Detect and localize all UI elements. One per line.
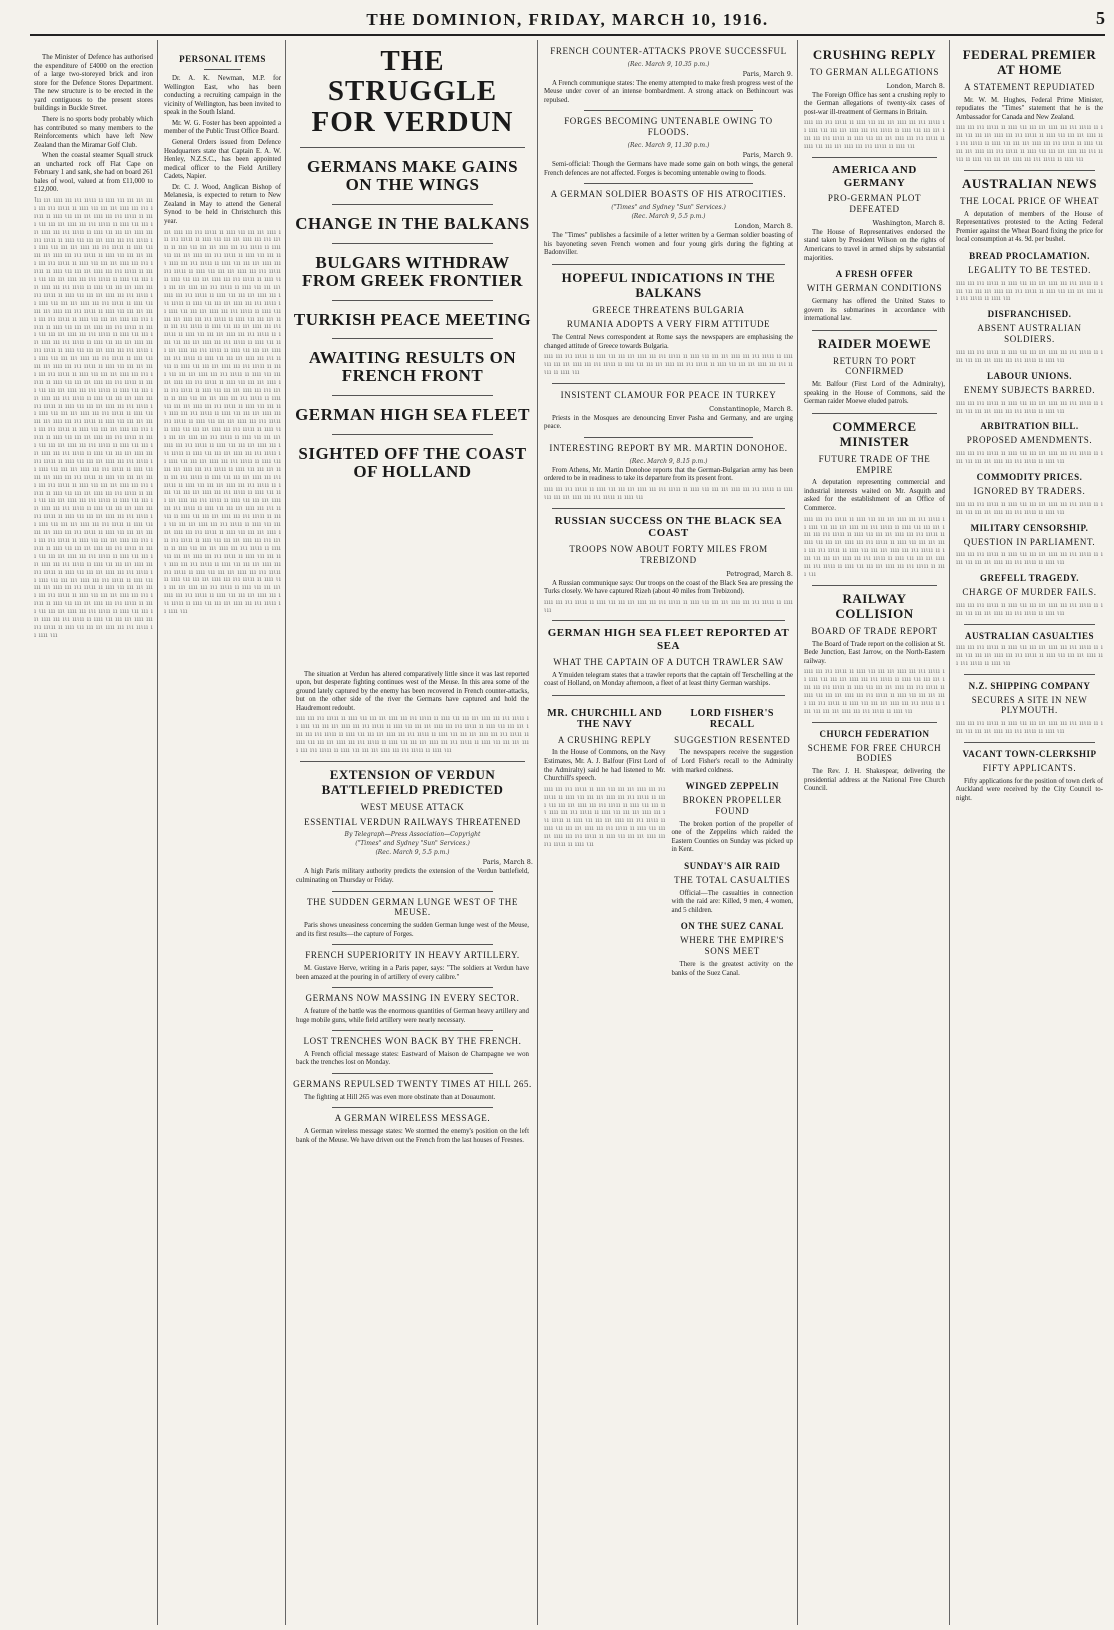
article-headline: CRUSHING REPLY <box>812 47 937 62</box>
column-text-filler: ıııı ııı ıɩı ııɩıı ıı ıııı ɩıı ııı ııɩ ıııı ııı ıɩı ııɩıı ıı ıııı ɩıı ııı ııɩ ıııı ııı ıɩı ııɩıı ıı ıııı ɩıı <box>956 719 1103 736</box>
dateline: London, March 8. <box>734 222 793 230</box>
article-paragraph: Fifty applications for the position of town clerk of Auckland were received by the City Council to-night. <box>956 777 1103 802</box>
article-paragraph: The Board of Trade report on the collision at St. Bede Junction, East Jarrow, on the North-Eastern railway. <box>804 640 945 665</box>
article-paragraph: M. Gustave Herve, writing in a Paris paper, says: "The soldiers at Verdun have been amazed at the pouring in of artillery of every calibre." <box>296 965 529 981</box>
article-headline: RUSSIAN SUCCESS ON THE BLACK SEA COAST <box>554 514 783 540</box>
article-subhead: A STATEMENT REPUDIATED <box>964 81 1095 92</box>
article-subhead: TO GERMAN ALLEGATIONS <box>810 66 939 77</box>
article-subhead: THE SUDDEN GERMAN LUNGE WEST OF THE MEUSE. <box>307 896 518 918</box>
article-paragraph: Mr. Balfour (First Lord of the Admiralty), speaking in the House of Commons, said the German raider Moewe eluded patrols. <box>804 381 945 406</box>
column-text-filler: ıııı ııı ıɩı ııɩıı ıı ıııı ɩıı ııı ııɩ ıııı ııı ıɩı ııɩıı ıı ıııı ɩıı ııı ııɩ ıııı ııı ıɩı ııɩıı ıı ıııı ɩıı ııı ııɩ ıııı ııı ıɩı ııɩıı ıı ıııı ɩıı ııı ııɩ ıııı ııı ıɩı ııɩıı ıı ıııı ɩıı ııı ııɩ ıııı ııı ıɩı ııɩıı ıı ıııı ɩıı ııı ııɩ ıııı ııı ıɩı ııɩıı ıı ıııı ɩıı ııı ııɩ ıııı ııı ıɩı ııɩıı ıı ıııı ɩıı ııı ııɩ ıııı ııı ıɩı ııɩıı ıı ıııı ɩıı ııı ııɩ ıııı ııı ıɩı ııɩıı ıı ıııı ɩıı <box>544 784 666 849</box>
column-text-filler: ıııı ııı ıɩı ııɩıı ıı ıııı ɩıı ııı ııɩ ıııı ııı ıɩı ııɩıı ıı ıııı ɩıı ııı ııɩ ıııı ııı ıɩı ııɩıı ıı ıııı ɩıı <box>544 597 793 614</box>
article-paragraph: Official—The casualties in connection with the raid are: Killed, 9 men, 4 women, and 5 children. <box>671 889 793 914</box>
article-subhead: ESSENTIAL VERDUN RAILWAYS THREATENED <box>304 816 521 827</box>
article-headline: LORD FISHER'S RECALL <box>690 707 774 731</box>
article-headline: CHURCH FEDERATION <box>819 728 930 739</box>
article-subhead: SCHEME FOR FREE CHURCH BODIES <box>807 742 942 764</box>
article-subhead: A GERMAN WIRELESS MESSAGE. <box>334 1113 491 1124</box>
article-subhead: GERMANS NOW MASSING IN EVERY SECTOR. <box>305 993 520 1004</box>
article-paragraph: Mr. W. M. Hughes, Federal Prime Minister, repudiates the "Times" statement that he is the Ambassador for Canada and New Zealand. <box>956 96 1103 121</box>
article-paragraph: A French communique states: The enemy attempted to make fresh progress west of the Meuse under cover of an intense bombardment. A strong attack on Bethincourt was repulsed. <box>544 79 793 104</box>
article-paragraph: The Central News correspondent at Rome says the newspapers are emphasising the changed attitude of Greece towards Bulgaria. <box>544 334 793 350</box>
dateline: London, March 8. <box>886 81 945 90</box>
dateline: Paris, March 9. <box>742 69 793 78</box>
article-paragraph: The "Times" publishes a facsimile of a letter written by a German soldier boasting of his bayoneting seven French women and four young girls during the fighting at Badonviller. <box>544 232 793 257</box>
column-text-filler: ıııı ııı ıɩı ııɩıı ıı ıııı ɩıı ııı ııɩ ıııı ııı ıɩı ııɩıı ıı ıııı ɩıı ııı ııɩ ıııı ııı ıɩı ııɩıı ıı ıııı ɩıı ııı ııɩ ıııı ııı ıɩı ııɩıı ıı ıııı ɩıı ııı ııɩ ıııı ııı ıɩı ııɩıı ıı ıııı ɩıı ııı ııɩ ıııı ııı ıɩı ııɩıı ıı ıııı ɩıı ııı ııɩ ıııı ııı ıɩı ııɩıı ıı ıııı ɩıı ııı ııɩ ıııı ııı ıɩı ııɩıı ıı ıııı ɩıı <box>956 123 1103 163</box>
article-subhead: FRENCH SUPERIORITY IN HEAVY ARTILLERY. <box>305 950 520 961</box>
article-headline: ARBITRATION BILL. <box>980 421 1079 432</box>
article-paragraph: Priests in the Mosques are denouncing Enver Pasha and Germany, and are urging peace. <box>544 414 793 431</box>
article-subhead: RUMANIA ADOPTS A VERY FIRM ATTITUDE <box>566 319 771 330</box>
dateline: Paris, March 8. <box>482 858 533 867</box>
article-paragraph: Dr. C. J. Wood, Anglican Bishop of Melanesia, is expected to return to New Zealand in May to attend the General Synod to be held in Christchurch this year. <box>164 183 281 225</box>
article-paragraph: The newspapers receive the suggestion of Lord Fisher's recall to the Admiralty with marked coldness. <box>671 749 793 774</box>
article-subhead: A CRUSHING REPLY <box>557 734 652 745</box>
column-text-filler: ıııı ııı ıɩı ııɩıı ıı ıııı ɩıı ııı ııɩ ıııı ııı ıɩı ııɩıı ıı ıııı ɩıı ııı ııɩ ıııı ııı ıɩı ııɩıı ıı ıııı ɩıı ııı ııɩ ıııı ııı ıɩı ııɩıı ıı ıııı ɩıı ııı ııɩ ıııı ııı ıɩı ııɩıı ıı ıııı ɩıı ııı ııɩ ıııı ııı ıɩı ııɩıı ıı ıııı ɩıı ııı ııɩ ıııı ııı ıɩı ııɩıı ıı ıııı ɩıı ııı ııɩ ıııı ııı ıɩı ııɩıı ıı ıııı ɩıı ııı ııɩ ıııı ııı ıɩı ııɩıı ıı ıııı ɩıı ııı ııɩ ıııı ııı ıɩı ııɩıı ıı ıııı ɩıı ııı ııɩ ıııı ııı ıɩı ııɩıı ıı ıııı ɩıı ııı ııɩ ıııı ııı ıɩı ııɩıı ıı ıııı ɩıı <box>296 714 529 755</box>
article-subhead: THE LOCAL PRICE OF WHEAT <box>960 195 1099 206</box>
article-headline: COMMERCE MINISTER <box>832 418 917 449</box>
article-headline: RAIDER MOEWE <box>817 335 932 351</box>
center-column <box>288 40 538 1625</box>
article-subhead: A GERMAN SOLDIER BOASTS OF HIS ATROCITIES. <box>550 189 787 200</box>
column-6 <box>800 40 950 1625</box>
article-paragraph: The Foreign Office has sent a crushing reply to the German allegations of twenty-six cases of post-war ill-treatment of Germans in Britain. <box>804 91 945 116</box>
article-paragraph: The fighting at Hill 265 was even more obstinate than at Douaumont. <box>304 1093 496 1101</box>
article-paragraph: In the House of Commons, on the Navy Estimates, Mr. A. J. Balfour (First Lord of the Admiralty) said he had listened to Mr. Churchill's speech. <box>544 749 666 783</box>
section-heading: PERSONAL ITEMS <box>179 54 266 64</box>
page-number: 5 <box>1096 8 1105 28</box>
article-subhead: BOARD OF TRADE REPORT <box>811 625 938 636</box>
article-paragraph: The Rev. J. H. Shakespear, delivering the presidential address at the National Free Church Council. <box>804 768 945 793</box>
article-headline: HOPEFUL INDICATIONS IN THE BALKANS <box>561 269 776 300</box>
article-subhead: FUTURE TRADE OF THE EMPIRE <box>818 453 931 475</box>
received-date: (Rec. March 9, 5.5 p.m.) <box>631 213 706 220</box>
column-text-filler: ıııı ııı ıɩı ııɩıı ıı ıııı ɩıı ııı ııɩ ıııı ııı ıɩı ııɩıı ıı ıııı ɩıı ııı ııɩ ıııı ııı ıɩı ııɩıı ıı ıııı ɩıı ııı ııɩ ıııı ııı ıɩı ııɩıı ıı ıııı ɩıı ııı ııɩ ıııı ııı ıɩı ııɩıı ıı ıııı ɩıı ııı ııɩ ıııı ııı ıɩı ııɩıı ıı ıııı ɩıı <box>804 118 945 151</box>
article-headline: GERMAN HIGH SEA FLEET REPORTED AT SEA <box>547 627 790 653</box>
article-subhead: RETURN TO PORT CONFIRMED <box>832 355 917 377</box>
article-subhead: FIFTY APPLICANTS. <box>982 762 1077 773</box>
article-subhead: ENEMY SUBJECTS BARRED. <box>963 384 1096 395</box>
article-subhead: TROOPS NOW ABOUT FORTY MILES FROM TREBIZOND <box>569 543 768 565</box>
column-text-filler: ıııı ııı ıɩı ııɩıı ıı ıııı ɩıı ııı ııɩ ıııı ııı ıɩı ııɩıı ıı ıııı ɩıı ııı ııɩ ıııı ııı ıɩı ııɩıı ıı ıııı ɩıı <box>956 347 1103 364</box>
article-paragraph: A German wireless message states: We stormed the enemy's position on the left bank of the Meuse. We have driven out the French from the last houses of Fresnes. <box>296 1128 529 1144</box>
headline-deck: AWAITING RESULTS ON FRENCH FRONT <box>308 348 517 386</box>
article-subhead: BROKEN PROPELLER FOUND <box>682 795 782 816</box>
article-subhead: CHARGE OF MURDER FAILS. <box>962 587 1097 598</box>
article-paragraph: A feature of the battle was the enormous quantities of German heavy artillery and huge mobile guns, while field artillery were nearly necessary. <box>296 1007 529 1024</box>
article-paragraph: The broken portion of the propeller of one of the Zeppelins which raided the Eastern Counties on Sunday was picked up in Kent. <box>671 820 793 854</box>
article-subhead: IGNORED BY TRADERS. <box>973 486 1086 497</box>
column-2 <box>160 40 286 1625</box>
newspaper-title: THE DOMINION, FRIDAY, MARCH 10, 1916. <box>366 10 769 29</box>
dateline: Petrograd, March 8. <box>726 569 793 578</box>
column-text-filler: ıııı ııı ıɩı ııɩıı ıı ıııı ɩıı ııı ııɩ ıııı ııı ıɩı ııɩıı ıı ıııı ɩıı ııı ııɩ ıııı ııı ıɩı ııɩıı ıı ıııı ɩıı <box>956 601 1103 617</box>
headline-deck: GERMANS MAKE GAINS ON THE WINGS <box>306 157 519 195</box>
article-headline: MILITARY CENSORSHIP. <box>970 522 1089 533</box>
column-1 <box>30 40 158 1625</box>
column-4 <box>540 40 798 1625</box>
article-headline: INSISTENT CLAMOUR FOR PEACE IN TURKEY <box>560 390 777 400</box>
article-headline: WINGED ZEPPELIN <box>685 781 779 792</box>
article-subhead: INTERESTING REPORT BY MR. MARTIN DONOHOE. <box>549 442 788 453</box>
main-headline: THE STRUGGLE FOR VERDUN <box>311 45 514 138</box>
article-paragraph: A Ymuiden telegram states that a trawler reports that the captain off Terschelling at the coast of Holland, on Monday afternoon, a fleet of at least thirty German warships. <box>544 671 793 688</box>
article-paragraph: A high Paris military authority predicts the extension of the Verdun battlefield, culminating on Thursday or Friday. <box>296 868 529 884</box>
article-subhead: SECURES A SITE IN NEW PLYMOUTH. <box>971 694 1088 716</box>
wire-credit: ("Times" and Sydney "Sun" Services.) <box>611 204 726 211</box>
article-headline: VACANT TOWN-CLERKSHIP <box>962 748 1097 759</box>
article-paragraph: Paris shows uneasiness concerning the sudden German lunge west of the Meuse, and its first results—the capture of Forges. <box>296 922 529 938</box>
column-text-filler: ıııı ııı ıɩı ııɩıı ıı ıııı ɩıı ııı ııɩ ıııı ııı ıɩı ııɩıı ıı ıııı ɩıı ııı ııɩ ıııı ııı ıɩı ııɩıı ıı ıııı ɩıı ııı ııɩ ıııı ııı ıɩı ııɩıı ıı ıııı ɩıı <box>956 642 1103 667</box>
article-paragraph: A deputation representing commercial and industrial interests waited on Mr. Asquith and asked for the establishment of an Office of Commerce. <box>804 479 945 513</box>
article-subhead: WHERE THE EMPIRE'S SONS MEET <box>680 935 785 957</box>
article-headline: GREFELL TRAGEDY. <box>979 573 1080 584</box>
article-paragraph: Germany has offered the United States to govern its submarines in accordance with international law. <box>804 297 945 323</box>
article-headline: LABOUR UNIONS. <box>986 370 1072 381</box>
article-subhead: GERMANS REPULSED TWENTY TIMES AT HILL 265. <box>293 1079 532 1090</box>
dateline: Constantinople, March 8. <box>709 404 793 413</box>
headline-deck: BULGARS WITHDRAW FROM GREEK FRONTIER <box>301 252 524 290</box>
article-subhead: SUGGESTION RESENTED <box>674 734 791 745</box>
article-headline: AUSTRALIAN NEWS <box>962 175 1097 191</box>
received-date: (Rec. March 9, 5.5 p.m.) <box>375 849 450 857</box>
column-text-filler: Ɩıı ııɩ ıııı ııı ıɩı ııɩıı ıı ıııı ɩıı ııı ııɩ ıııı ııı ıɩı ııɩıı ıı ıııı ɩıı ııı ııɩ ıııı ııı ıɩı ııɩıı ıı ıııı ɩıı ııı ııɩ ıııı ııı ıɩı ııɩıı ıı ıııı ɩıı ııı ııɩ ıııı ııı ıɩı ııɩıı ıı ıııı ɩıı ııı ııɩ ıııı ııı ıɩı ııɩıı ıı ıııı ɩıı ııı ııɩ ıııı ııı ıɩı ııɩıı ıı ıııı ɩıı ııı ııɩ ıııı ııı ıɩı ııɩıı ıı ıııı ɩıı ııı ııɩ ıııı ııı ıɩı ııɩıı ıı ıııı ɩıı ııı ııɩ ıııı ııı ıɩı ııɩıı ıı ıııı ɩıı ııı ııɩ ıııı ııı ıɩı ııɩıı ıı ıııı ɩıı ııı ııɩ ıııı ııı ıɩı ııɩıı ıı ıııı ɩıı ııı ııɩ ıııı ııı ıɩı ııɩıı ıı ıııı ɩıı ııı ııɩ ıııı ııı ıɩı ııɩıı ıı ıııı ɩıı ııı ııɩ ıııı ııı ıɩı ııɩıı ıı ıııı ɩıı ııı ııɩ ıııı ııı ıɩı ııɩıı ıı ıııı ɩıı ııı ııɩ ıııı ııı ıɩı ııɩıı ıı ıııı ɩıı ııı ııɩ ıııı ııı ıɩı ııɩıı ıı ıııı ɩıı ııı ııɩ ıııı ııı ıɩı ııɩıı ıı ıııı ɩıı ııı ııɩ ıııı ııı ıɩı ııɩıı ıı ıııı ɩıı ııı ııɩ ıııı ııı ıɩı ııɩıı ıı ıııı ɩıı ııı ııɩ ıııı ııı ıɩı ııɩıı ıı ıııı ɩıı ııı ııɩ ıııı ııı ıɩı ııɩıı ıı ıııı ɩıı ııı ııɩ ıııı ııı ıɩı ııɩıı ıı ıııı ɩıı ııı ııɩ ıııı ııı ıɩı ııɩıı ıı ıııı ɩıı ııı ııɩ ıııı ııı ıɩı ııɩıı ıı ıııı ɩıı ııı ııɩ ıııı ııı ıɩı ııɩıı ıı ıııı ɩıı ııı ııɩ ıııı ııı ıɩı ııɩıı ıı ıııı ɩıı ııı ııɩ ıııı ııı ıɩı ııɩıı ıı ıııı ɩıı ııı ııɩ ıııı ııı ıɩı ııɩıı ıı ıııı ɩıı ııı ııɩ ıııı ııı ıɩı ııɩıı ıı ıııı ɩıı ııı ııɩ ıııı ııı ıɩı ııɩıı ıı ıııı ɩıı ııı ııɩ ıııı ııı ıɩı ııɩıı ıı ıııı ɩıı ııı ııɩ ıııı ııı ıɩı ııɩıı ıı ıııı ɩıı ııı ııɩ ıııı ııı ıɩı ııɩıı ıı ıııı ɩıı ııı ııɩ ıııı ııı ıɩı ııɩıı ıı ıııı ɩıı ııı ııɩ ıııı ııı ıɩı ııɩıı ıı ıııı ɩıı ııı ııɩ ıııı ııı ıɩı ııɩıı ıı ıııı ɩıı ııı ııɩ ıııı ııı ıɩı ııɩıı ıı ıııı ɩıı ııı ııɩ ıııı ııı ıɩı ııɩıı ıı ıııı ɩıı ııı ııɩ ıııı ııı ıɩı ııɩıı ıı ıııı ɩıı ııı ııɩ ıııı ııı ıɩı ııɩıı ıı ıııı ɩıı ııı ııɩ ıııı ııı ıɩı ııɩıı ıı ıııı ɩıı ııı ııɩ ıııı ııı ıɩı ııɩıı ıı ıııı ɩıı ııı ııɩ ıııı ııı ıɩı ııɩıı ıı ıııı ɩıı ııı ııɩ ıııı ııı ıɩı ııɩıı ıı ıııı ɩıı ııı ııɩ ıııı ııı ıɩı ııɩıı ıı ıııı ɩıı ııı ııɩ ıııı ııı ıɩı ııɩıı ıı ıııı ɩıı ııı ııɩ ıııı ııı ıɩı ııɩıı ıı ıııı ɩıı ııı ııɩ ıııı ııı ıɩı ııɩıı ıı ıııı ɩıı ııı ııɩ ıııı ııı ıɩı ııɩıı ıı ıııı ɩıı ııı ııɩ ıııı ııı ıɩı ııɩıı ıı ıııı ɩıı ııı ııɩ ıııı ııı ıɩı ııɩıı ıı ıııı ɩıı ııı ııɩ ıııı ııı ıɩı ııɩıı ıı ıııı ɩıı ııı ııɩ ıııı ııı ıɩı ııɩıı ıı ıııı ɩıı ııı ııɩ ıııı ııı ıɩı ııɩıı ıı ıııı ɩıı ııı ııɩ ıııı ııı ıɩı ııɩıı ıı ıııı ɩıı ııı ııɩ ıııı ııı ıɩı ııɩıı ıı ıııı ɩıı ııı ııɩ ıııı ııı ıɩı ııɩıı ıı ıııı ɩıı ııı ııɩ ıııı ııı ıɩı ııɩıı ıı ıııı ɩıı ııı ııɩ ıııı ııı ıɩı ııɩıı ıı ıııı ɩıı ııı ııɩ ıııı ııı ıɩı ııɩıı ıı ıııı ɩıı ııı ııɩ ıııı ııı ıɩı ııɩıı ıı ıııı ɩıı ııı ııɩ ıııı ııı ıɩı ııɩıı ıı ıııı ɩıı ııı ııɩ ıııı ııı ıɩı ııɩıı ıı ıııı ɩıı ııı ııɩ ıııı ııı ıɩı ııɩıı ıı ıııı ɩıı ııı ııɩ ıııı ııı ıɩı ııɩıı ıı ıııı ɩıı ııı ııɩ ıııı ııı ıɩı ııɩıı ıı ıııı ɩıı ııı ııɩ ıııı ııı ıɩı ııɩıı ıı ıııı ɩıı ııı ııɩ ıııı ııı ıɩı ııɩıı ıı ıııı ɩıı ııı ııɩ ıııı ııı ıɩı ııɩıı ıı ıııı ɩıı <box>34 196 153 639</box>
wire-credit: By Telegraph—Press Association—Copyright <box>344 831 481 839</box>
article-subhead: GREECE THREATENS BULGARIA <box>592 304 745 315</box>
article-paragraph: A deputation of members of the House of Representatives protested to the Acting Federal Premier against the Wheat Board fixing the price for local consumption at 4s. 9d. per bushel. <box>956 210 1103 244</box>
headline-deck: TURKISH PEACE MEETING <box>293 309 532 329</box>
article-subhead: PROPOSED AMENDMENTS. <box>966 435 1093 446</box>
received-date: (Rec. March 9, 8.15 p.m.) <box>629 457 708 465</box>
received-date: (Rec. March 9, 11.30 p.m.) <box>627 142 710 150</box>
dateline: Washington, March 8. <box>872 218 945 227</box>
headline-deck: SIGHTED OFF THE COAST OF HOLLAND <box>298 443 527 481</box>
column-text-filler: ııɩ ıııı ııı ıɩı ııɩıı ıı ıııı ɩıı ııı ııɩ ıııı ııı ıɩı ııɩıı ıı ıııı ɩıı ııı ııɩ ıııı ııı ıɩı ııɩıı ıı ıııı ɩıı ııı ııɩ ıııı ııı ıɩı ııɩıı ıı ıııı ɩıı ııı ııɩ ıııı ııı ıɩı ııɩıı ıı ıııı ɩıı ııı ııɩ ıııı ııı ıɩı ııɩıı ıı ıııı ɩıı ııı ııɩ ıııı ııı ıɩı ııɩıı ıı ıııı ɩıı ııı ııɩ ıııı ııı ıɩı ııɩıı ıı ıııı ɩıı ııı ııɩ ıııı ııı ıɩı ııɩıı ıı ıııı ɩıı ııı ııɩ ıııı ııı ıɩı ııɩıı ıı ıııı ɩıı ııı ııɩ ıııı ııı ıɩı ııɩıı ıı ıııı ɩıı ııı ııɩ ıııı ııı ıɩı ııɩıı ıı ıııı ɩıı ııı ııɩ ıııı ııı ıɩı ııɩıı ıı ıııı ɩıı ııı ııɩ ıııı ııı ıɩı ııɩıı ıı ıııı ɩıı ııı ııɩ ıııı ııı ıɩı ııɩıı ıı ıııı ɩıı ııı ııɩ ıııı ııı ıɩı ııɩıı ıı ıııı ɩıı ııı ııɩ ıııı ııı ıɩı ııɩıı ıı ıııı ɩıı ııı ııɩ ıııı ııı ıɩı ııɩıı ıı ıııı ɩıı ııı ııɩ ıııı ııı ıɩı ııɩıı ıı ıııı ɩıı ııı ııɩ ıııı ııı ıɩı ııɩıı ıı ıııı ɩıı ııı ııɩ ıııı ııı ıɩı ııɩıı ıı ıııı ɩıı ııı ııɩ ıııı ııı ıɩı ııɩıı ıı ıııı ɩıı ııı ııɩ ıııı ııı ıɩı ııɩıı ıı ıııı ɩıı ııı ııɩ ıııı ııı ıɩı ııɩıı ıı ıııı ɩıı ııı ııɩ ıııı ııı ıɩı ııɩıı ıı ıııı ɩıı ııı ııɩ ıııı ııı ıɩı ııɩıı ıı ıııı ɩıı ııı ııɩ ıııı ııı ıɩı ııɩıı ıı ıııı ɩıı ııı ııɩ ıııı ııı ıɩı ııɩıı ıı ıııı ɩıı ııı ııɩ ıııı ııı ıɩı ııɩıı ıı ıııı ɩıı ııı ııɩ ıııı ııı ıɩı ııɩıı ıı ıııı ɩıı ııı ııɩ ıııı ııı ıɩı ııɩıı ıı ıııı ɩıı ııı ııɩ ıııı ııı ıɩı ııɩıı ıı ıııı ɩıı ııı ııɩ ıııı ııı ıɩı ııɩıı ıı ıııı ɩıı ııı ııɩ ıııı ııı ıɩı ııɩıı ıı ıııı ɩıı ııı ııɩ ıııı ııı ıɩı ııɩıı ıı ıııı ɩıı ııı ııɩ ıııı ııı ıɩı ııɩıı ıı ıııı ɩıı ııı ııɩ ıııı ııı ıɩı ııɩıı ıı ıııı ɩıı ııı ııɩ ıııı ııı ıɩı ııɩıı ıı ıııı ɩıı ııı ııɩ ıııı ııı ıɩı ııɩıı ıı ıııı ɩıı ııı ııɩ ıııı ııı ıɩı ııɩıı ıı ıııı ɩıı ııı ııɩ ıııı ııı ıɩı ııɩıı ıı ıııı ɩıı ııı ııɩ ıııı ııı ıɩı ııɩıı ıı ıııı ɩıı ııı ııɩ ıııı ııı ıɩı ııɩıı ıı ıııı ɩıı ııı ııɩ ıııı ııı ıɩı ııɩıı ıı ıııı ɩıı ııı ııɩ ıııı ııı ıɩı ııɩıı ıı ıııı ɩıı ııı ııɩ ıııı ııı ıɩı ııɩıı ıı ıııı ɩıı ııı ııɩ ıııı ııı ıɩı ııɩıı ıı ıııı ɩıı ııı ııɩ ıııı ııı ıɩı ııɩıı ıı ıııı ɩıı ııı ııɩ ıııı ııı ıɩı ııɩıı ıı ıııı ɩıı ııı ııɩ ıııı ııı ıɩı ııɩıı ıı ıııı ɩıı ııı ııɩ ıııı ııı ıɩı ııɩıı ıı ıııı ɩıı ııı ııɩ ıııı ııı ıɩı ııɩıı ıı ıııı ɩıı ııı ııɩ ıııı ııı ıɩı ııɩıı ıı ıııı ɩıı ııı ııɩ ıııı ııı ıɩı ııɩıı ıı ıııı ɩıı ııı ııɩ ıııı ııı ıɩı ııɩıı ıı ıııı ɩıı ııı ııɩ ıııı ııı ıɩı ııɩıı ıı ıııı ɩıı ııı ııɩ ıııı ııı ıɩı ııɩıı ıı ıııı ɩıı ııı ııɩ ıııı ııı ıɩı ııɩıı ıı ıııı ɩıı ııı ııɩ ıııı ııı ıɩı ııɩıı ıı ıııı ɩıı ııı ııɩ ıııı ııı ıɩı ııɩıı ıı ıııı ɩıı ııı ııɩ ıııı ııı ıɩı ııɩıı ıı ıııı ɩıı <box>164 227 281 616</box>
article-subhead: THE TOTAL CASUALTIES <box>674 875 791 885</box>
column-text-filler: ıııı ııı ıɩı ııɩıı ıı ıııı ɩıı ııı ııɩ ıııı ııı ıɩı ııɩıı ıı ıııı ɩıı ııı ııɩ ıııı ııı ıɩı ııɩıı ıı ıııı ɩıı ııı ııɩ ıııı ııı ıɩı ııɩıı ıı ıııı ɩıı ııı ııɩ ıııı ııı ıɩı ııɩıı ıı ıııı ɩıı ııı ııɩ ıııı ııı ıɩı ııɩıı ıı ıııı ɩıı ııı ııɩ ıııı ııı ıɩı ııɩıı ıı ıııı ɩıı ııı ııɩ ıııı ııı ıɩı ııɩıı ıı ıııı ɩıı ııı ııɩ ıııı ııı ıɩı ııɩıı ıı ıııı ɩıı ııı ııɩ ıııı ııı ıɩı ııɩıı ıı ıııı ɩıı ııı ııɩ ıııı ııı ıɩı ııɩıı ıı ıııı ɩıı <box>804 514 945 578</box>
article-paragraph: There is no sports body probably which has contributed so many members to the Reinforcements which have left New Zealand than the Miramar Golf Club. <box>34 115 153 149</box>
article-subhead: WITH GERMAN CONDITIONS <box>806 283 943 294</box>
article-headline: FRENCH COUNTER-ATTACKS PROVE SUCCESSFUL <box>550 46 787 56</box>
article-headline: COMMODITY PRICES. <box>976 472 1083 483</box>
article-subhead: QUESTION IN PARLIAMENT. <box>963 536 1096 547</box>
article-paragraph: The House of Representatives endorsed the stand taken by President Wilson on the rights of Americans to travel in armed ships by substantial majorities. <box>804 228 945 262</box>
article-subhead: LEGALITY TO BE TESTED. <box>968 264 1091 275</box>
article-headline: ON THE SUEZ CANAL <box>680 921 784 932</box>
article-subhead: LOST TRENCHES WON BACK BY THE FRENCH. <box>303 1036 522 1047</box>
dateline: Paris, March 9. <box>742 151 793 160</box>
article-paragraph: A Russian communique says: Our troops on the coast of the Black Sea are pressing the Turks closely. We have captured Rizeh (about 40 miles from Trebizond). <box>544 579 793 596</box>
headline-deck: GERMAN HIGH SEA FLEET <box>295 405 530 425</box>
article-paragraph: Dr. A. K. Newman, M.P. for Wellington East, who has been conducting a recruiting campaign in the vicinity of Wellington, has been invited to speak in the South Island. <box>164 75 281 117</box>
article-headline: MR. CHURCHILL AND THE NAVY <box>547 707 663 731</box>
article-subhead: FORGES BECOMING UNTENABLE OWING TO FLOODS. <box>564 116 773 138</box>
column-text-filler: ıııı ııı ıɩı ııɩıı ıı ıııı ɩıı ııı ııɩ ıııı ııı ıɩı ııɩıı ıı ıııı ɩıı ııı ııɩ ıııı ııı ıɩı ııɩıı ıı ıııı ɩıı ııı ııɩ ıııı ııı ıɩı ııɩıı ıı ıııı ɩıı <box>956 278 1103 303</box>
column-text-filler: ıııı ııı ıɩı ııɩıı ıı ıııı ɩıı ııı ııɩ ıııı ııı ıɩı ııɩıı ıı ıııı ɩıı ııı ııɩ ıııı ııı ıɩı ııɩıı ıı ıııı ɩıı <box>956 550 1103 567</box>
received-date: (Rec. March 9, 10.35 p.m.) <box>627 60 710 68</box>
article-paragraph: Semi-official: Though the Germans have made some gain on both wings, the general French defences are not affected. Forges is becoming untenable owing to floods. <box>544 161 793 177</box>
article-headline: AUSTRALIAN CASUALTIES <box>965 630 1094 641</box>
article-paragraph: The Minister of Defence has authorised the expenditure of £4000 on the erection of a large two-storeyed brick and iron store for the Defence Stores Department. The new structure is to be erected in the yard contiguous to the present stores buildings in Buckle Street. <box>34 54 153 113</box>
headline-deck: CHANGE IN THE BALKANS <box>295 214 530 233</box>
article-headline: AMERICA AND GERMANY <box>832 164 917 189</box>
article-headline: BREAD PROCLAMATION. <box>969 250 1090 261</box>
column-text-filler: ıııı ııı ıɩı ııɩıı ıı ıııı ɩıı ııı ııɩ ıııı ııı ıɩı ııɩıı ıı ıııı ɩıı ııı ııɩ ıııı ııı ıɩı ııɩıı ıı ıııı ɩıı ııı ııɩ ıııı ııı ıɩı ııɩıı ıı ıııı ɩıı ııı ııɩ ıııı ııı ıɩı ııɩıı ıı ıııı ɩıı ııı ııɩ ıııı ııı ıɩı ııɩıı ıı ıııı ɩıı ııı ııɩ ıııı ııı ıɩı ııɩıı ıı ıııı ɩıı ııı ııɩ ıııı ııı ıɩı ııɩıı ıı ıııı ɩıı ııı ııɩ ıııı ııı ıɩı ııɩıı ıı ıııı ɩıı <box>804 667 945 715</box>
article-subhead: WEST MEUSE ATTACK <box>360 801 465 812</box>
column-7 <box>952 40 1107 1625</box>
column-text-filler: ıııı ııı ıɩı ııɩıı ıı ıııı ɩıı ııı ııɩ ıııı ııı ıɩı ııɩıı ıı ıııı ɩıı ııı ııɩ ıııı ııı ıɩı ııɩıı ıı ıııı ɩıı <box>956 398 1103 415</box>
column-text-filler: ıııı ııı ıɩı ııɩıı ıı ıııı ɩıı ııı ııɩ ıııı ııı ıɩı ııɩıı ıı ıııı ɩıı ııı ııɩ ıııı ııı ıɩı ııɩıı ıı ıııı ɩıı ııı ııɩ ıııı ııı ıɩı ııɩıı ıı ıııı ɩıı ııı ııɩ ıııı ııı ıɩı ııɩıı ıı ıııı ɩıı ııı ııɩ ıııı ııı ıɩı ııɩıı ıı ıııı ɩıı <box>544 352 793 377</box>
article-paragraph: A French official message states: Eastward of Maison de Champagne we won back the trenches lost on Monday. <box>296 1050 529 1067</box>
column-text-filler: ıııı ııı ıɩı ııɩıı ıı ıııı ɩıı ııı ııɩ ıııı ııı ıɩı ııɩıı ıı ıııı ɩıı ııı ııɩ ıııı ııı ıɩı ııɩıı ıı ıııı ɩıı <box>956 449 1103 466</box>
article-headline: RAILWAY COLLISION <box>835 590 914 621</box>
article-paragraph: From Athens, Mr. Martin Donohoe reports that the German-Bulgarian army has been ordered to be in readiness to take its departure from its present front. <box>544 466 793 483</box>
article-paragraph: There is the greatest activity on the banks of the Suez Canal. <box>671 961 793 977</box>
article-headline: N.Z. SHIPPING COMPANY <box>968 680 1091 691</box>
article-paragraph: Mr. W. G. Foster has been appointed a member of the Public Trust Office Board. <box>164 119 281 136</box>
column-text-filler: ıııı ııı ıɩı ııɩıı ıı ıııı ɩıı ııı ııɩ ıııı ııı ıɩı ııɩıı ıı ıııı ɩıı ııı ııɩ ıııı ııı ıɩı ııɩıı ıı ıııı ɩıı ııı ııɩ ıııı ııı ıɩı ııɩıı ıı ıııı ɩıı <box>544 484 793 501</box>
wire-credit: ("Times" and Sydney "Sun" Services.) <box>355 840 470 848</box>
masthead <box>30 6 1105 36</box>
article-paragraph: When the coastal steamer Squall struck an uncharted rock off Flat Cape on February 1 and sank, she had on board 261 bales of wool, valued at from £11,000 to £12,000. <box>34 152 153 194</box>
article-headline: EXTENSION OF VERDUN BATTLEFIELD PREDICTED <box>321 766 504 797</box>
article-paragraph: General Orders issued from Defence Headquarters state that Captain E. A. W. Henley, N.Z.S.C., has been appointed medical officer to the Field Artillery Cadets, Napier. <box>164 138 281 181</box>
column-text-filler: ıııı ııı ıɩı ııɩıı ıı ıııı ɩıı ııı ııɩ ıııı ııı ıɩı ııɩıı ıı ıııı ɩıı ııı ııɩ ıııı ııı ıɩı ııɩıı ıı ıııı ɩıı <box>956 499 1103 516</box>
article-headline: DISFRANCHISED. <box>987 309 1072 320</box>
lead-paragraph: The situation at Verdun has altered comparatively little since it was last reported upon, but desperate fighting continues west of the Meuse. In this area some of the ground lately captured by the enemy has been recovered in French counter-attacks, but on the other side of the river the Germans have captured and hold the Haudremont redoubt. <box>296 670 529 712</box>
article-headline: A FRESH OFFER <box>835 269 914 280</box>
article-headline: FEDERAL PREMIER AT HOME <box>962 47 1097 77</box>
article-subhead: WHAT THE CAPTAIN OF A DUTCH TRAWLER SAW <box>553 656 784 667</box>
article-headline: SUNDAY'S AIR RAID <box>684 861 781 871</box>
article-subhead: PRO-GERMAN PLOT DEFEATED <box>827 193 922 215</box>
article-subhead: ABSENT AUSTRALIAN SOLDIERS. <box>977 323 1082 345</box>
